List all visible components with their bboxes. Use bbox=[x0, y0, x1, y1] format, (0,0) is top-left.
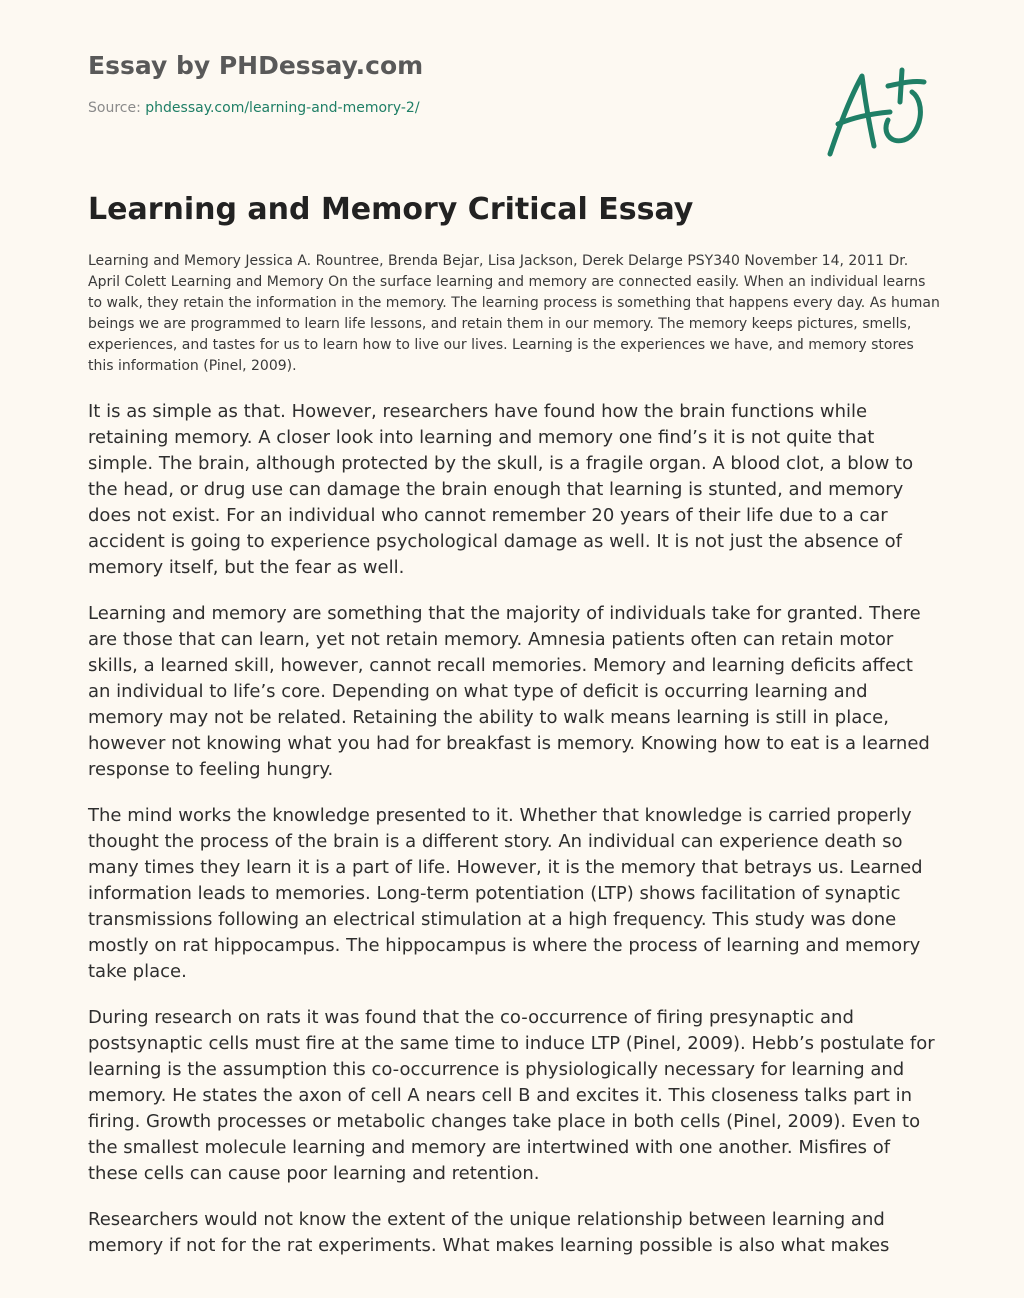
essay-body bbox=[88, 251, 940, 1279]
essay-paragraph: During research on rats it was found that the co-occurrence of firing presynaptic and postsynaptic cells must fire at the same time to induce LTP (Pinel, 2009). Hebb’s postulate for learning is the assumption this co-occurrence is physiologically necessary for learning and memory. He states the axon of cell A nears cell B and excites it. This closeness talks part in firing. Growth processes or metabolic changes take place in both cells (Pinel, 2009). Even to the smallest molecule learning and memory are intertwined with one another. Misfires of these cells can cause poor learning and retention. bbox=[88, 1007, 935, 1184]
essay-paragraph: Researchers would not know the extent of the unique relationship between learning and memory if not for the rat experiments. What makes learning possible is also what makes bbox=[88, 1209, 890, 1256]
site-title: Essay by PHDessay.com bbox=[88, 51, 424, 80]
a-plus-logo-icon bbox=[818, 62, 930, 162]
source-line bbox=[88, 98, 936, 118]
source-link[interactable]: phdessay.com/learning-and-memory-2/ bbox=[145, 100, 420, 116]
essay-intro: Learning and Memory Jessica A. Rountree, Brenda Bejar, Lisa Jackson, Derek Delarge PSY340 November 14, 2011 Dr. April Colett Learning and Memory On the surface learning and memory are connected easily. When an individual learns to walk, they retain the information in the memory. The learning process is something that happens every day. As human beings we are programmed to learn life lessons, and retain them in our memory. The memory keeps pictures, smells, experiences, and tastes for us to learn how to live our lives. Learning is the experiences we have, and memory stores this information (Pinel, 2009). bbox=[88, 253, 940, 374]
site-header bbox=[88, 48, 936, 118]
source-label: Source: bbox=[88, 100, 146, 116]
essay-title: Learning and Memory Critical Essay bbox=[88, 192, 694, 227]
essay-paragraph: The mind works the knowledge presented to it. Whether that knowledge is carried properly thought the process of the brain is a different story. An individual can experience death so many times they learn it is a part of life. However, it is the memory that betrays us. Learned information leads to memories. Long-term potentiation (LTP) shows facilitation of synaptic transmissions following an electrical stimulation at a high frequency. This study was done mostly on rat hippocampus. The hippocampus is where the process of learning and memory take place. bbox=[88, 805, 923, 982]
essay-paragraph: It is as simple as that. However, researchers have found how the brain functions while retaining memory. A closer look into learning and memory one find’s it is not quite that simple. The brain, although protected by the skull, is a fragile organ. A blood clot, a blow to the head, or drug use can damage the brain enough that learning is stunted, and memory does not exist. For an individual who cannot remember 20 years of their life due to a car accident is going to experience psychological damage as well. It is not just the absence of memory itself, but the fear as well. bbox=[88, 401, 914, 578]
essay-paragraph: Learning and memory are something that the majority of individuals take for granted. There are those that can learn, yet not retain memory. Amnesia patients often can retain motor skills, a learned skill, however, cannot recall memories. Memory and learning deficits affect an individual to life’s core. Depending on what type of deficit is occurring learning and memory may not be related. Retaining the ability to walk means learning is still in place, however not knowing what you had for breakfast is memory. Knowing how to eat is a learned response to feeling hungry. bbox=[88, 603, 930, 780]
